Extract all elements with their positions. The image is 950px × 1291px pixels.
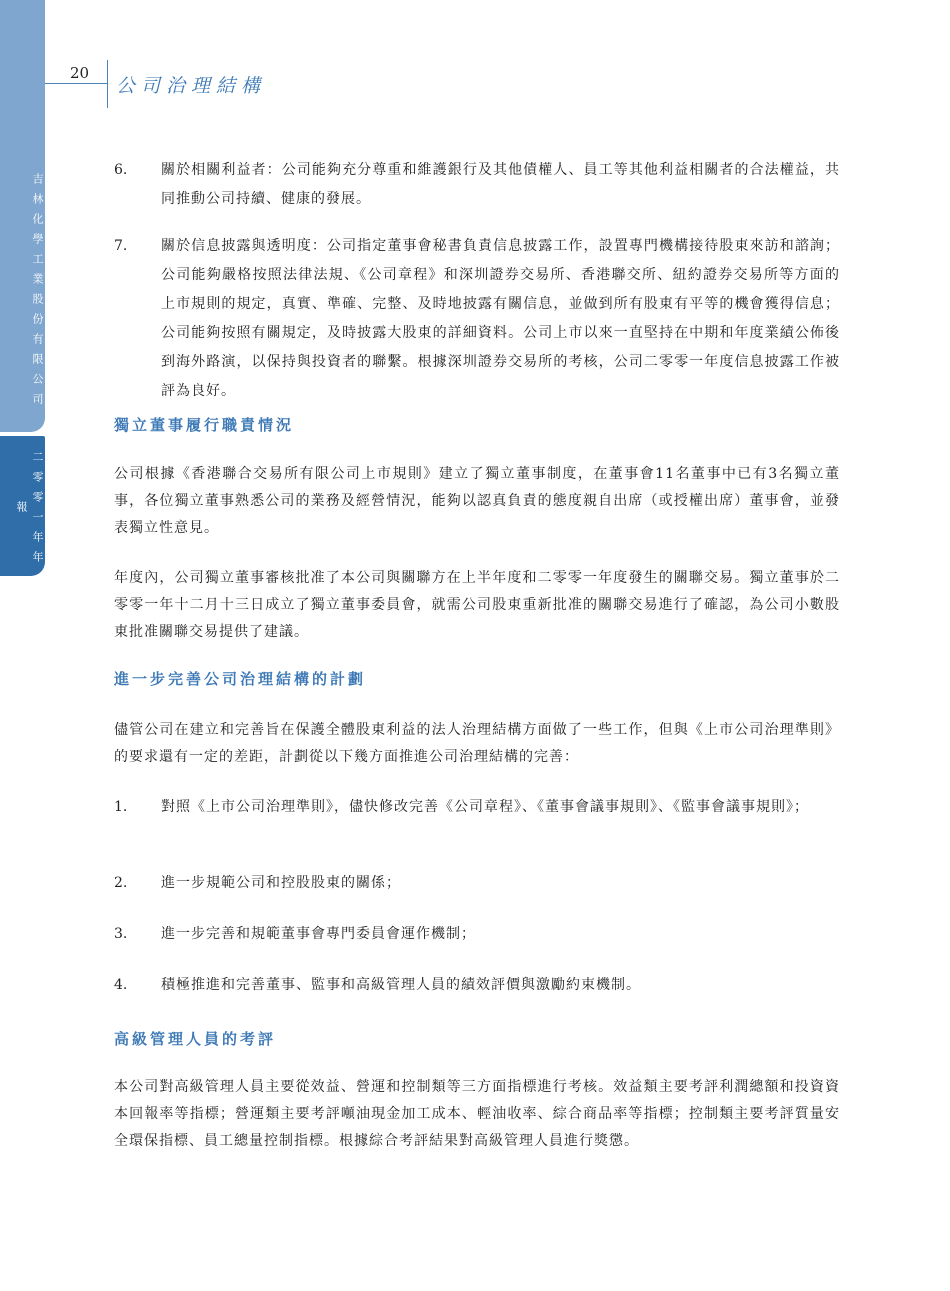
sidebar-report-title: 二零零一年年報: [15, 450, 44, 571]
list-item-text: 積極推進和完善董事、監事和高級管理人員的績效評價與激勵約束機制。: [161, 977, 641, 993]
sidebar-company-name: 吉林化學工業股份有限公司: [31, 173, 44, 413]
paragraph: 公司根據《香港聯合交易所有限公司上市規則》建立了獨立董事制度，在董事會11名董事中已有3名獨立董事，各位獨立董事熟悉公司的業務及經營情況，能夠以認真負責的態度親自出席（或授權出席）董事會，並發表獨立性意見。: [114, 466, 840, 536]
paragraph: 儘管公司在建立和完善旨在保護全體股東利益的法人治理結構方面做了一些工作，但與《上市公司治理準則》的要求還有一定的差距，計劃從以下幾方面推進公司治理結構的完善：: [114, 722, 840, 765]
list-item: [114, 920, 840, 949]
list-item: [114, 232, 840, 406]
list-item-number: 7.: [114, 238, 128, 254]
list-item-number: 6.: [114, 162, 128, 178]
paragraph: 年度內，公司獨立董事審核批准了本公司與關聯方在上半年度和二零零一年度發生的關聯交易。獨立董事於二零零一年十二月十三日成立了獨立董事委員會，就需公司股東重新批准的關聯交易進行了確認，為公司小數股東批准關聯交易提供了建議。: [114, 570, 840, 640]
section-heading-management-evaluation: 高級管理人員的考評: [114, 1030, 277, 1048]
list-item-text: 進一步完善和規範董事會專門委員會運作機制；: [161, 926, 476, 942]
list-item-number: 1.: [114, 799, 128, 815]
page-title: 公司治理結構: [116, 75, 267, 97]
header-rule-horizontal: [45, 83, 107, 84]
list-item: [114, 869, 840, 898]
list-item: [114, 793, 840, 822]
list-item-number: 4.: [114, 977, 128, 993]
page-number: 20: [70, 64, 90, 82]
list-item-text: 進一步規範公司和控股股東的關係；: [161, 875, 401, 891]
list-item-text: 對照《上市公司治理準則》，儘快修改完善《公司章程》、《董事會議事規則》、《監事會議事規則》；: [161, 799, 809, 815]
list-item: [114, 156, 840, 214]
section-heading-independent-directors: 獨立董事履行職責情況: [114, 416, 295, 434]
paragraph: 本公司對高級管理人員主要從效益、營運和控制類等三方面指標進行考核。效益類主要考評利潤總額和投資資本回報率等指標；營運類主要考評噸油現金加工成本、輕油收率、綜合商品率等指標；控制類主要考評質量安全環保指標、員工總量控制指標。根據綜合考評結果對高級管理人員進行獎懲。: [114, 1079, 840, 1149]
header-rule-vertical: [107, 60, 108, 108]
list-item-text: 關於信息披露與透明度：公司指定董事會秘書負責信息披露工作，設置專門機構接待股東來訪和諮詢；公司能夠嚴格按照法律法規、《公司章程》和深圳證券交易所、香港聯交所、紐約證券交易所等方面的上市規則的規定，真實、準確、完整、及時地披露有關信息，並做到所有股東有平等的機會獲得信息；公司能夠按照有關規定，及時披露大股東的詳細資料。公司上市以來一直堅持在中期和年度業績公佈後到海外路演，以保持與投資者的聯繫。根據深圳證券交易所的考核，公司二零零一年度信息披露工作被評為良好。: [161, 238, 840, 399]
list-item: [114, 971, 840, 1000]
section-heading-governance-plan: 進一步完善公司治理結構的計劃: [114, 670, 367, 688]
list-item-number: 3.: [114, 926, 128, 942]
list-item-text: 關於相關利益者：公司能夠充分尊重和維護銀行及其他債權人、員工等其他利益相關者的合法權益，共同推動公司持續、健康的發展。: [161, 162, 840, 207]
list-item-number: 2.: [114, 875, 128, 891]
